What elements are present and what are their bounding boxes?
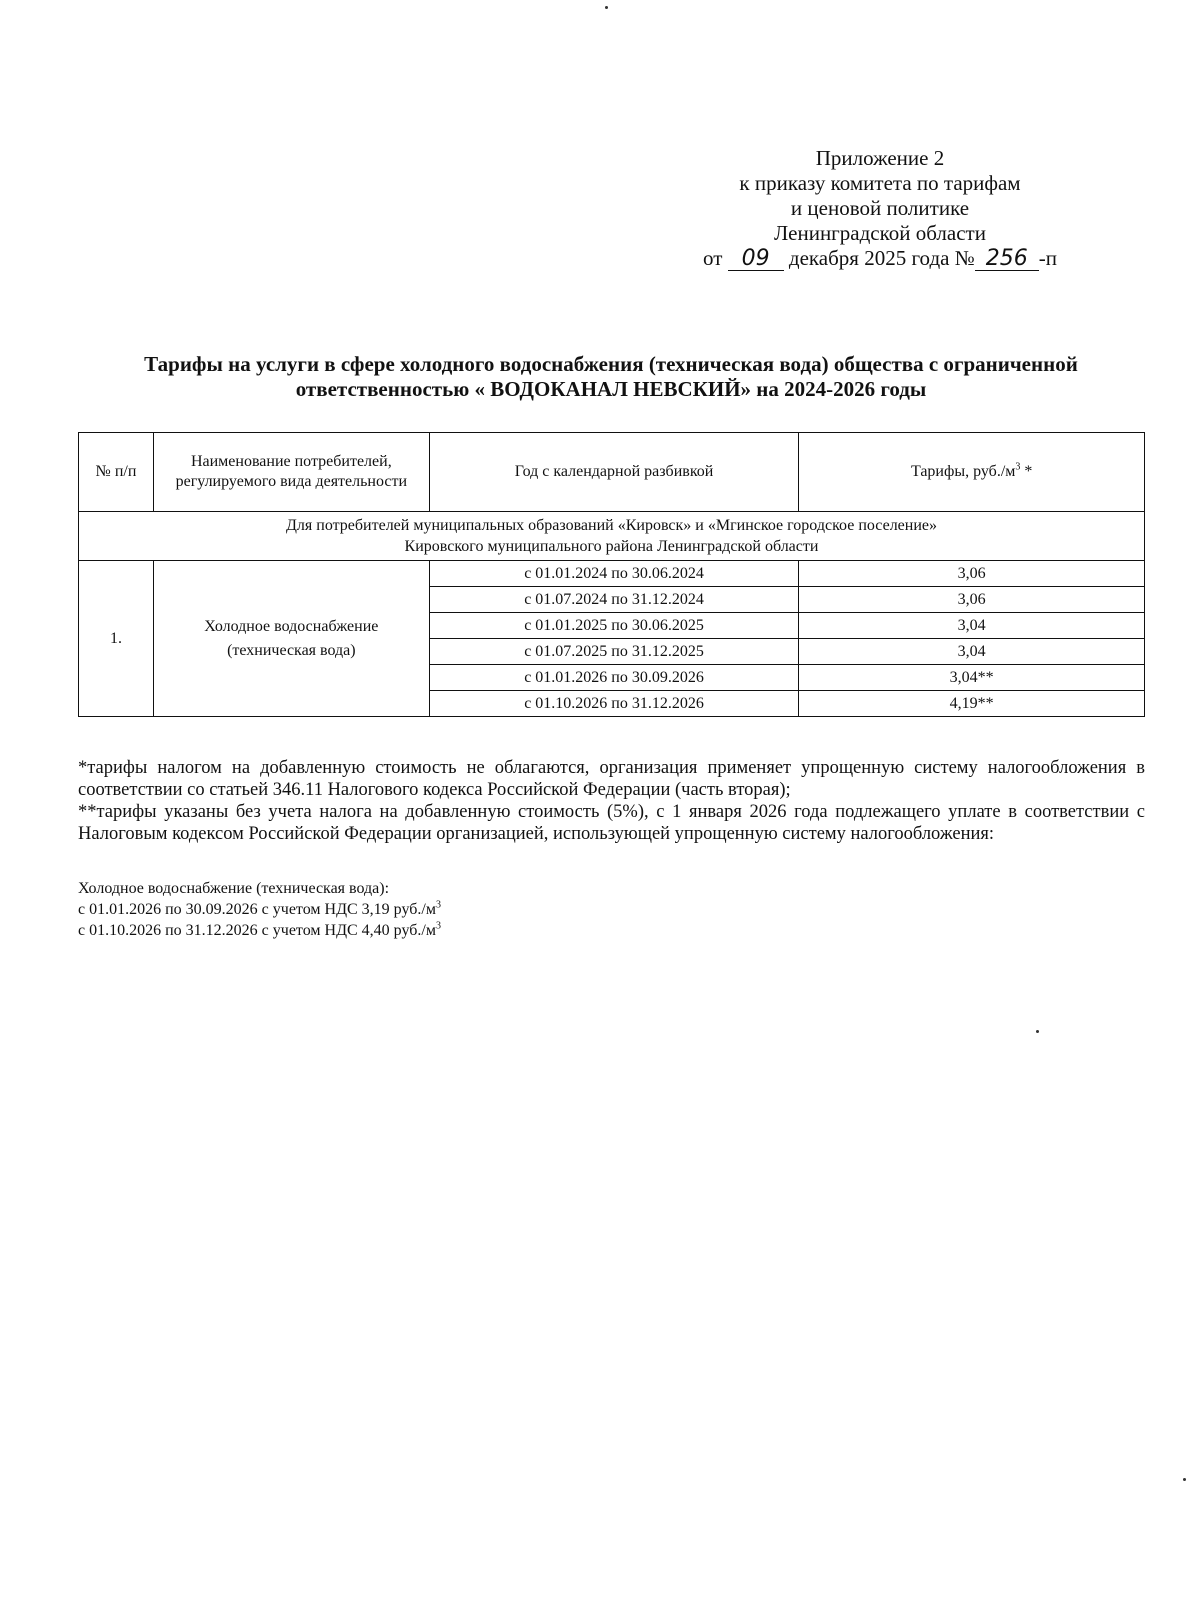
order-day: 09: [728, 248, 784, 271]
footnote-vat-exempt: *тарифы налогом на добавленную стоимость не облагаются, организация применяет упрощенную систему налогообложения в соответствии со статьей 346.11 Налогового кодекса Российской Федерации (часть вторая);: [78, 758, 1145, 800]
tariff-cell: 3,06: [799, 561, 1145, 587]
scan-speck: [1183, 1478, 1186, 1481]
scan-speck: [605, 6, 608, 9]
appendix-line-region: Ленинградской области: [774, 221, 986, 245]
header-name: Наименование потребителей, регулируемого вида деятельности: [153, 433, 429, 512]
consumer-group-line-1: Для потребителей муниципальных образований «Кировск» и «Мгинское городское поселение»: [286, 517, 937, 534]
header-tariff-label: Тарифы, руб./м: [910, 463, 1016, 480]
order-middle: декабря 2025 года №: [788, 246, 975, 270]
tariff-cell: 3,04: [799, 613, 1145, 639]
vat-line-2: [78, 920, 778, 941]
appendix-title: Приложение 2: [815, 146, 945, 170]
period-cell: с 01.01.2026 по 30.09.2026: [429, 665, 799, 691]
appendix-line-policy: и ценовой политике: [790, 196, 970, 220]
vat-header: Холодное водоснабжение (техническая вода):: [78, 880, 390, 897]
vat-inclusive-tariffs: [78, 878, 778, 941]
document-title: [76, 352, 1146, 402]
tariff-table: [78, 432, 1145, 717]
header-tariff-mark: *: [1020, 463, 1033, 480]
appendix-header: [690, 146, 1070, 271]
vat-line-1-text: с 01.01.2026 по 30.09.2026 с учетом НДС 3,19 руб./м: [78, 901, 436, 918]
tariff-cell: 3,04**: [799, 665, 1145, 691]
consumer-group-row: [79, 512, 1145, 561]
consumer-group: [79, 512, 1145, 561]
service-name-line-1: Холодное водоснабжение: [204, 617, 379, 635]
footnotes: [78, 757, 1145, 845]
order-date-number: [690, 246, 1070, 271]
title-line-1: Тарифы на услуги в сфере холодного водоснабжения (техническая вода) общества с ограниченной: [144, 352, 1078, 376]
consumer-group-line-2: Кировского муниципального района Ленинградской области: [404, 538, 819, 555]
vat-line-2-text: с 01.10.2026 по 31.12.2026 с учетом НДС 4,40 руб./м: [78, 922, 436, 939]
scan-speck: [1036, 1030, 1039, 1033]
appendix-line-order-ref: к приказу комитета по тарифам: [739, 171, 1021, 195]
period-cell: с 01.07.2024 по 31.12.2024: [429, 587, 799, 613]
tariff-cell: 3,06: [799, 587, 1145, 613]
row-number: 1.: [79, 561, 154, 717]
table-header-row: [79, 433, 1145, 512]
vat-line-2-sup: 3: [435, 920, 441, 932]
table-row: [79, 561, 1145, 587]
footnote-vat-2026: **тарифы указаны без учета налога на добавленную стоимость (5%), с 1 января 2026 года подлежащего уплате в соответствии с Налоговым кодексом Российской Федерации организацией, использующей упрощенную систему налогообложения:: [78, 802, 1145, 844]
title-line-2: ответственностью « ВОДОКАНАЛ НЕВСКИЙ» на 2024-2026 годы: [295, 377, 927, 401]
header-number: № п/п: [79, 433, 154, 512]
period-cell: с 01.01.2025 по 30.06.2025: [429, 613, 799, 639]
service-name: [153, 561, 429, 717]
order-number: 256: [975, 248, 1039, 271]
header-tariff-sup: 3: [1015, 461, 1021, 473]
order-prefix: от: [703, 246, 723, 270]
period-cell: с 01.07.2025 по 31.12.2025: [429, 639, 799, 665]
tariff-cell: 4,19**: [799, 691, 1145, 717]
period-cell: с 01.01.2024 по 30.06.2024: [429, 561, 799, 587]
order-suffix: -п: [1038, 246, 1057, 270]
vat-line-1: [78, 899, 778, 920]
service-name-line-2: (техническая вода): [227, 641, 356, 659]
header-tariff: [799, 433, 1145, 512]
header-period: Год с календарной разбивкой: [429, 433, 799, 512]
vat-line-1-sup: 3: [435, 899, 441, 911]
period-cell: с 01.10.2026 по 31.12.2026: [429, 691, 799, 717]
tariff-cell: 3,04: [799, 639, 1145, 665]
